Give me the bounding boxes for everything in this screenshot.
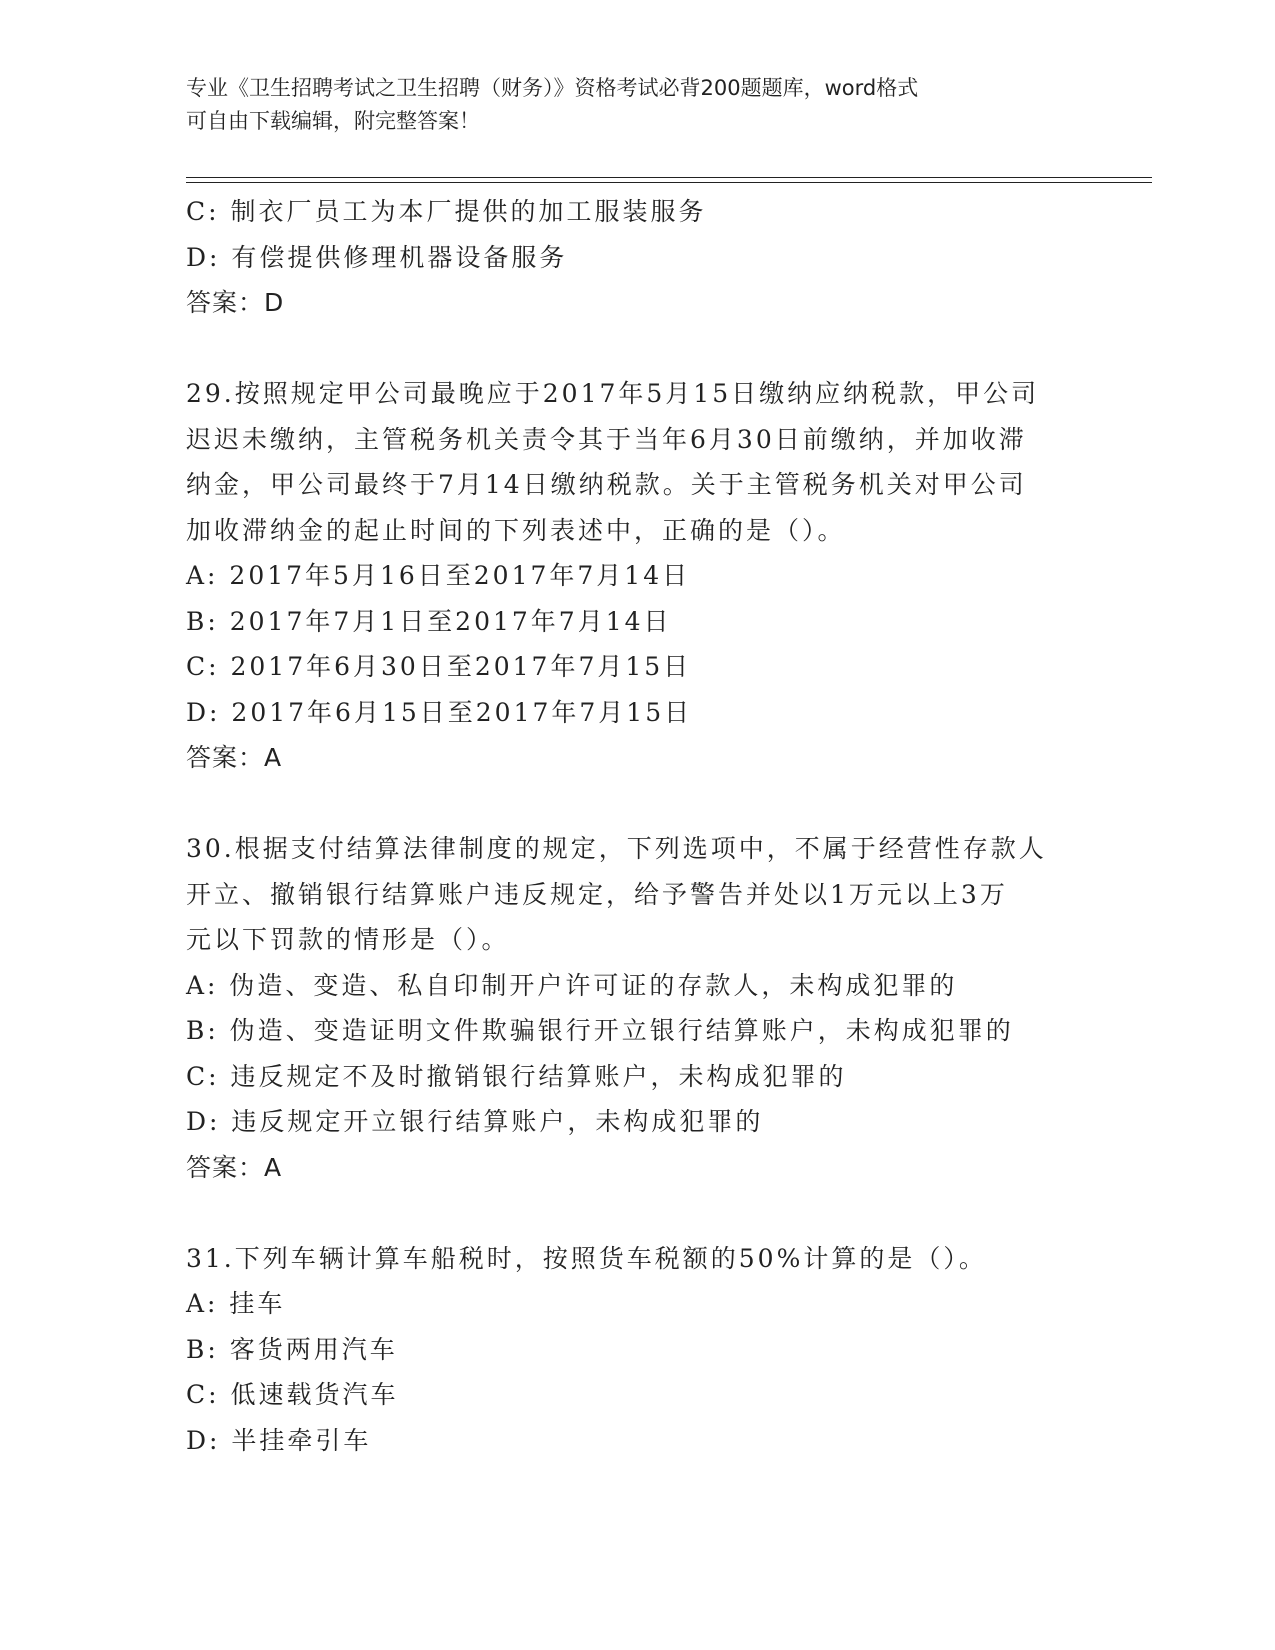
header-title-line-1: 专业《卫生招聘考试之卫生招聘（财务）》资格考试必背200题题库，word格式 [186, 76, 919, 100]
option-c: C: 制衣厂员工为本厂提供的加工服装服务 [186, 197, 707, 226]
option-d: D: 违反规定开立银行结算账户，未构成犯罪的 [186, 1107, 764, 1136]
option-a: A: 挂车 [186, 1289, 286, 1318]
question-text-line: 开立、撤销银行结算账户违反规定，给予警告并处以1万元以上3万 [186, 879, 1008, 909]
option-c: C: 低速载货汽车 [186, 1380, 399, 1409]
option-d: D: 半挂牵引车 [186, 1425, 372, 1455]
spacer [186, 1190, 1086, 1236]
question-28-tail [186, 189, 1086, 326]
question-text-line: 31.下列车辆计算车船税时，按照货车税额的50%计算的是（）。 [186, 1243, 987, 1273]
document-body [186, 189, 1086, 1463]
option-b: B: 伪造、变造证明文件欺骗银行开立银行结算账户，未构成犯罪的 [186, 1016, 1014, 1045]
option-c: C: 违反规定不及时撤销银行结算账户，未构成犯罪的 [186, 1061, 847, 1091]
option-a: A: 2017年5月16日至2017年7月14日 [186, 561, 691, 590]
option-b: B: 客货两用汽车 [186, 1334, 398, 1364]
answer-line: 答案：A [186, 1152, 283, 1182]
option-d: D: 有偿提供修理机器设备服务 [186, 242, 568, 272]
option-b: B: 2017年7月1日至2017年7月14日 [186, 606, 672, 636]
question-30 [186, 826, 1086, 1190]
question-text-line: 加收滞纳金的起止时间的下列表述中，正确的是（）。 [186, 515, 846, 545]
spacer [186, 326, 1086, 372]
question-text-line: 30.根据支付结算法律制度的规定，下列选项中，不属于经营性存款人 [186, 834, 1047, 863]
question-text-line: 迟迟未缴纳，主管税务机关责令其于当年6月30日前缴纳，并加收滞 [186, 424, 1027, 454]
option-a: A: 伪造、变造、私自印制开户许可证的存款人，未构成犯罪的 [186, 970, 958, 1000]
header-divider-bottom [186, 182, 1152, 183]
question-text-line: 元以下罚款的情形是（）。 [186, 925, 510, 954]
question-text-line: 29.按照规定甲公司最晚应于2017年5月15日缴纳应纳税款，甲公司 [186, 379, 1040, 408]
answer-line: 答案：D [186, 288, 285, 317]
spacer [186, 781, 1086, 827]
question-text-line: 纳金，甲公司最终于7月14日缴纳税款。关于主管税务机关对甲公司 [186, 470, 1027, 499]
header-divider-top [186, 177, 1152, 178]
document-header [186, 72, 1066, 138]
question-29 [186, 371, 1086, 781]
option-d: D: 2017年6月15日至2017年7月15日 [186, 697, 693, 727]
answer-line: 答案：A [186, 743, 283, 772]
header-title-line-2: 可自由下载编辑，附完整答案！ [186, 109, 480, 133]
option-c: C: 2017年6月30日至2017年7月15日 [186, 652, 692, 681]
question-31 [186, 1236, 1086, 1464]
